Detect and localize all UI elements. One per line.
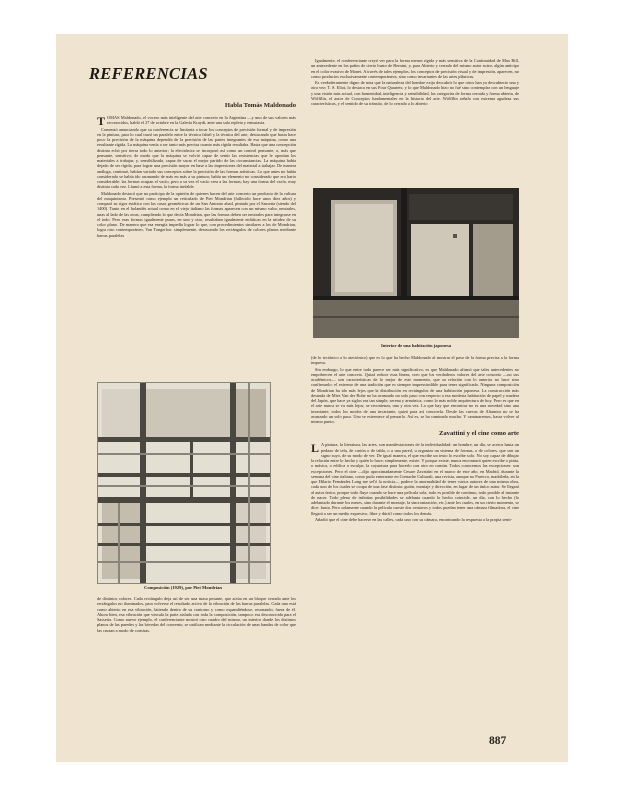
section-title: REFERENCIAS (89, 64, 208, 83)
mondrian-painting-image (97, 382, 271, 584)
paragraph: Sin embargo, lo que entre todo parece ser más significativo, es que Maldonado afirmó que tales antecedentes no empobrecen el arte concreto. Quizá reduce esas líneas, creo que los verdaderos valores del arte concreto —no sus académicos— son características de lo mejor de este momento, que su relación con lo anterior no hace sino confirmarlo: el extremo de una tradición que es siempre imprescindible para tener significado. Ninguna composición de Mondrian ha ido más lejos que la distribución en rectángulos de una habitación japonesa. La construcción más desnuda de Mies Van der Rohe no ha avanzado un solo paso con respecto a esa modesta habitación de papel y madera del Japón, que hace ya siglos era tan simple, serena y armónica, como lo más noble arquitectura de hoy. Pero es que en el arte nunca se va más lejos; se reconienza, una y otra vez. Lo que hay que encontrar no es una novedad sino una invariante, todos los modos de una invariante, quizá para así conocerla. Desde las cuevas de Altamira no se ha avanzado un solo paso. Uno se estremece al pensarlo. Así es, se ha caminado mucho. Y caminaremos, hasta volver al mismo punto. (311, 366, 519, 424)
paragraph: Añadió que el cine debe hacerse en las calles, cada uno con su cámara, encontrando la respuesta a la propia senti- (315, 516, 513, 522)
japanese-interior-image (313, 188, 519, 338)
paragraph: de distintos colores. Cada rectángulo deja así de ser una masa pesante, que actúa en un bloque cerrado ante los rectángulos no iluminados, para volverse el resultado activo de la vibración de las barras paralelas. Cada uno está como abierto en esa vibración, latiendo dentro de su contorno y como expandiéndose, resonando, fuera de él. Ahora bien, esa vibración que vincula la parte aislada con toda la composición, tampoco era desconocida para el Sassetta. Como nuevo ejemplo, el conferenciante mostró otro cuadro del mismo, un interior donde los distintos planos de las paredes y las bóvedas del convento, se unifican mediante la circulación de unas bandas de color que las cruzan a modo de cornisas. (97, 596, 296, 633)
article-heading-zavattini: Zavattini y el cine como arte (438, 430, 519, 438)
left-column-top (97, 102, 296, 348)
drop-cap: T (97, 114, 106, 128)
paragraph: Comenzó anunciando que su conferencia se limitaría a tocar los conceptos de precisión formal y de impresión en la pintura, para lo cual trazó un paralelo entre la técnica fabril y la técnica del arte, destacando que hasta hace poco la precisión de la máquina dependía de la precisión de las partes integrantes de esa máquina, como una resultante rígida. La máquina venía a ser tanto más precisa cuanto más rígida resultaba. Hasta que una concepción distinta echó por tierra todo lo anterior; la electrónica se incorporó así como un control pensante, o, más que pensante, sensitivo; de modo que la máquina se volvió capaz de sentir las resistencias que le oponían los materiales a trabajar, y, sensibilizada, capaz de sacar el mejor partido de las circunstancias. La máquina había dejado de ser rígida, para lograr una precisión mayor en base a las impresiones del material a trabajar. De manera análoga, continuó, habían variado sus conceptos sobre la precisión de las formas artísticas. Lo que antes no había considerado se había ido asomando de más en más a su pintura; había un elemento no considerado que era harto considerable: las formas ocupan el vacío, pero a su vez el vacío crea a las formas; hay una forma del vacío, muy distinta cada vez. Llamó a esta forma, la forma inefable. (97, 126, 296, 190)
caption-interior: Interior de una habitación japonesa (380, 343, 452, 348)
paragraph: TOMAS Maldonado, el vocero más inteligente del arte concreto en la Argentina —y uno de sus valores más reconocidos, habló el 27 de octubre en la Galería Kraydt, ante una sala repleta y entusiasta. (97, 114, 296, 128)
paragraph: (de lo tectónico a lo atectónico) que es lo que ha hecho Maldonado al mostrar el paso de la forma precisa a la forma impresa. (311, 355, 519, 366)
left-column-bottom (97, 596, 296, 692)
paragraph: Es verdaderamente digno de nota que la naturaleza del hombre exija descubrir lo que otros han ya descubierto una y otra vez; T. S. Eliot, lo destaca en sus Four Quartets; y lo que Maldonado hizo no fué sino contemplar con un lenguaje y una visión más actual, con homenidad, inteligencia y sensibilidad, las categorías de forma cerrada y forma abierta, de Wölfflin, el autor de Conceptos fundamentales en la historia del arte. Wölfflin señala con extrema agudeza sus características, y el sentido de su tránsito, de lo cerrado a lo abierto (311, 80, 519, 106)
caption-mondrian: Composición (1929), por Piet Mondrian (144, 585, 222, 590)
paragraph: Maldonado destacó que no participa de la opinión de quienes hacen del arte concreto un producto de la cultura del maquinismo. Presentó como ejemplo un reticulado de Piet Mondrian (fallecido hace unos diez años) y comparó su rigor estático con las casas geométricas de un San Antonio abad, pintado por el Sassetta (siendo del 1400). Tanto en el holandés actual como en el viejo italiano las formas aparecen con un mismo valor, neutrales, unas al lado de las otras, cumpliendo lo que decía Mondrian, que las formas deben ser neutrales para integrarse en el todo. Pero esas formas igualmente puras, en uno y otro, resultaban igualmente enfáticas en la nitidez de su color plano. De manera que esa energía impedía lograr lo que, con procedimientos similares a los de Mondrian, logra otro contemporáneo, Van Tongerloo: simplemente, destacando los rectángulos de colores planos mediante barras paralelas (97, 190, 296, 238)
article-heading-maldonado: Habla Tomás Maldonado (224, 102, 296, 109)
paragraph: Igualmente, el conferenciante creyó ver para la forma menos rígida y más sensitiva de la Continuidad de Max Bill, un antecedente en los paños de cierto busto de Bernini, y, para Abierto y cerrado del mismo autor suizo, algún anticipo en el color evasivo de Monet. A través de tales ejemplos, los conceptos de precisión visual y de impresión, aparecen, no como productos exclusivamente contemporáneos, sino como invariantes de las artes plásticas. (311, 58, 519, 79)
page-number: 887 (489, 735, 507, 747)
interior-photo-graphic (313, 188, 519, 338)
drop-cap: L (311, 441, 320, 456)
paragraph: L A pintura, la literatura, las artes, son manifestaciones de la individualidad: un hombre, un día, se acerca hasta un pedazo de tela, de cartón o de tabla, o a una pared, u organiza un sistema de formas, o de colores, que son un signo suyo, de su modo de ver. De igual manera, el que escribe un texto lo escribe solo. No soy capaz de dibujar la relación entre lo hecho y quién lo hace; simplemente, existe. Y porque existe, nunca encontrará quien escribe o pinta, o música, o edifica o esculpe, la coyuntura para hacerlo con otro en común. Todos conocemos las excepciones: son excepciones. Pero el cine —dijo aproximadamente Cesare Zavattini en el marco de este año, en Madrid, durante la semana del cine italiano, como pudo enterarme en Crenache Culturali, una revista, aunque no Parecca, madrileña, en la que Hilario Fernández Long me sel'ó la noticia— padece la anormalidad de tener varios autores de una misma obra, cada uno de los cuales se ocupa de una fase distinta: guión, montaje y dirección, en lugar de un único autor. Se llegará al autor único, porque todo fluye cuando se hace una película sola, todo es posible de continuo, todo posible al instante de nacer. Todo pleno de infinitas posibilidades se adelanta cuando lo hecho coincide, un día, con lo hecho (lo adelantado durante los meses, sino durante el montaje, la sincronización, etc.) ante los cuales, en un cierto momento, se dice: basta. Pero solamente cuando la película cueste dos centavos y todos puedan tener una cámara filmadora, el cine llegará a ser un medio expresivo, libre y dúctil como todos los demás. (311, 441, 519, 516)
right-column-bottom (311, 355, 519, 693)
mondrian-grid-graphic (98, 383, 270, 583)
right-column-top (311, 58, 519, 185)
